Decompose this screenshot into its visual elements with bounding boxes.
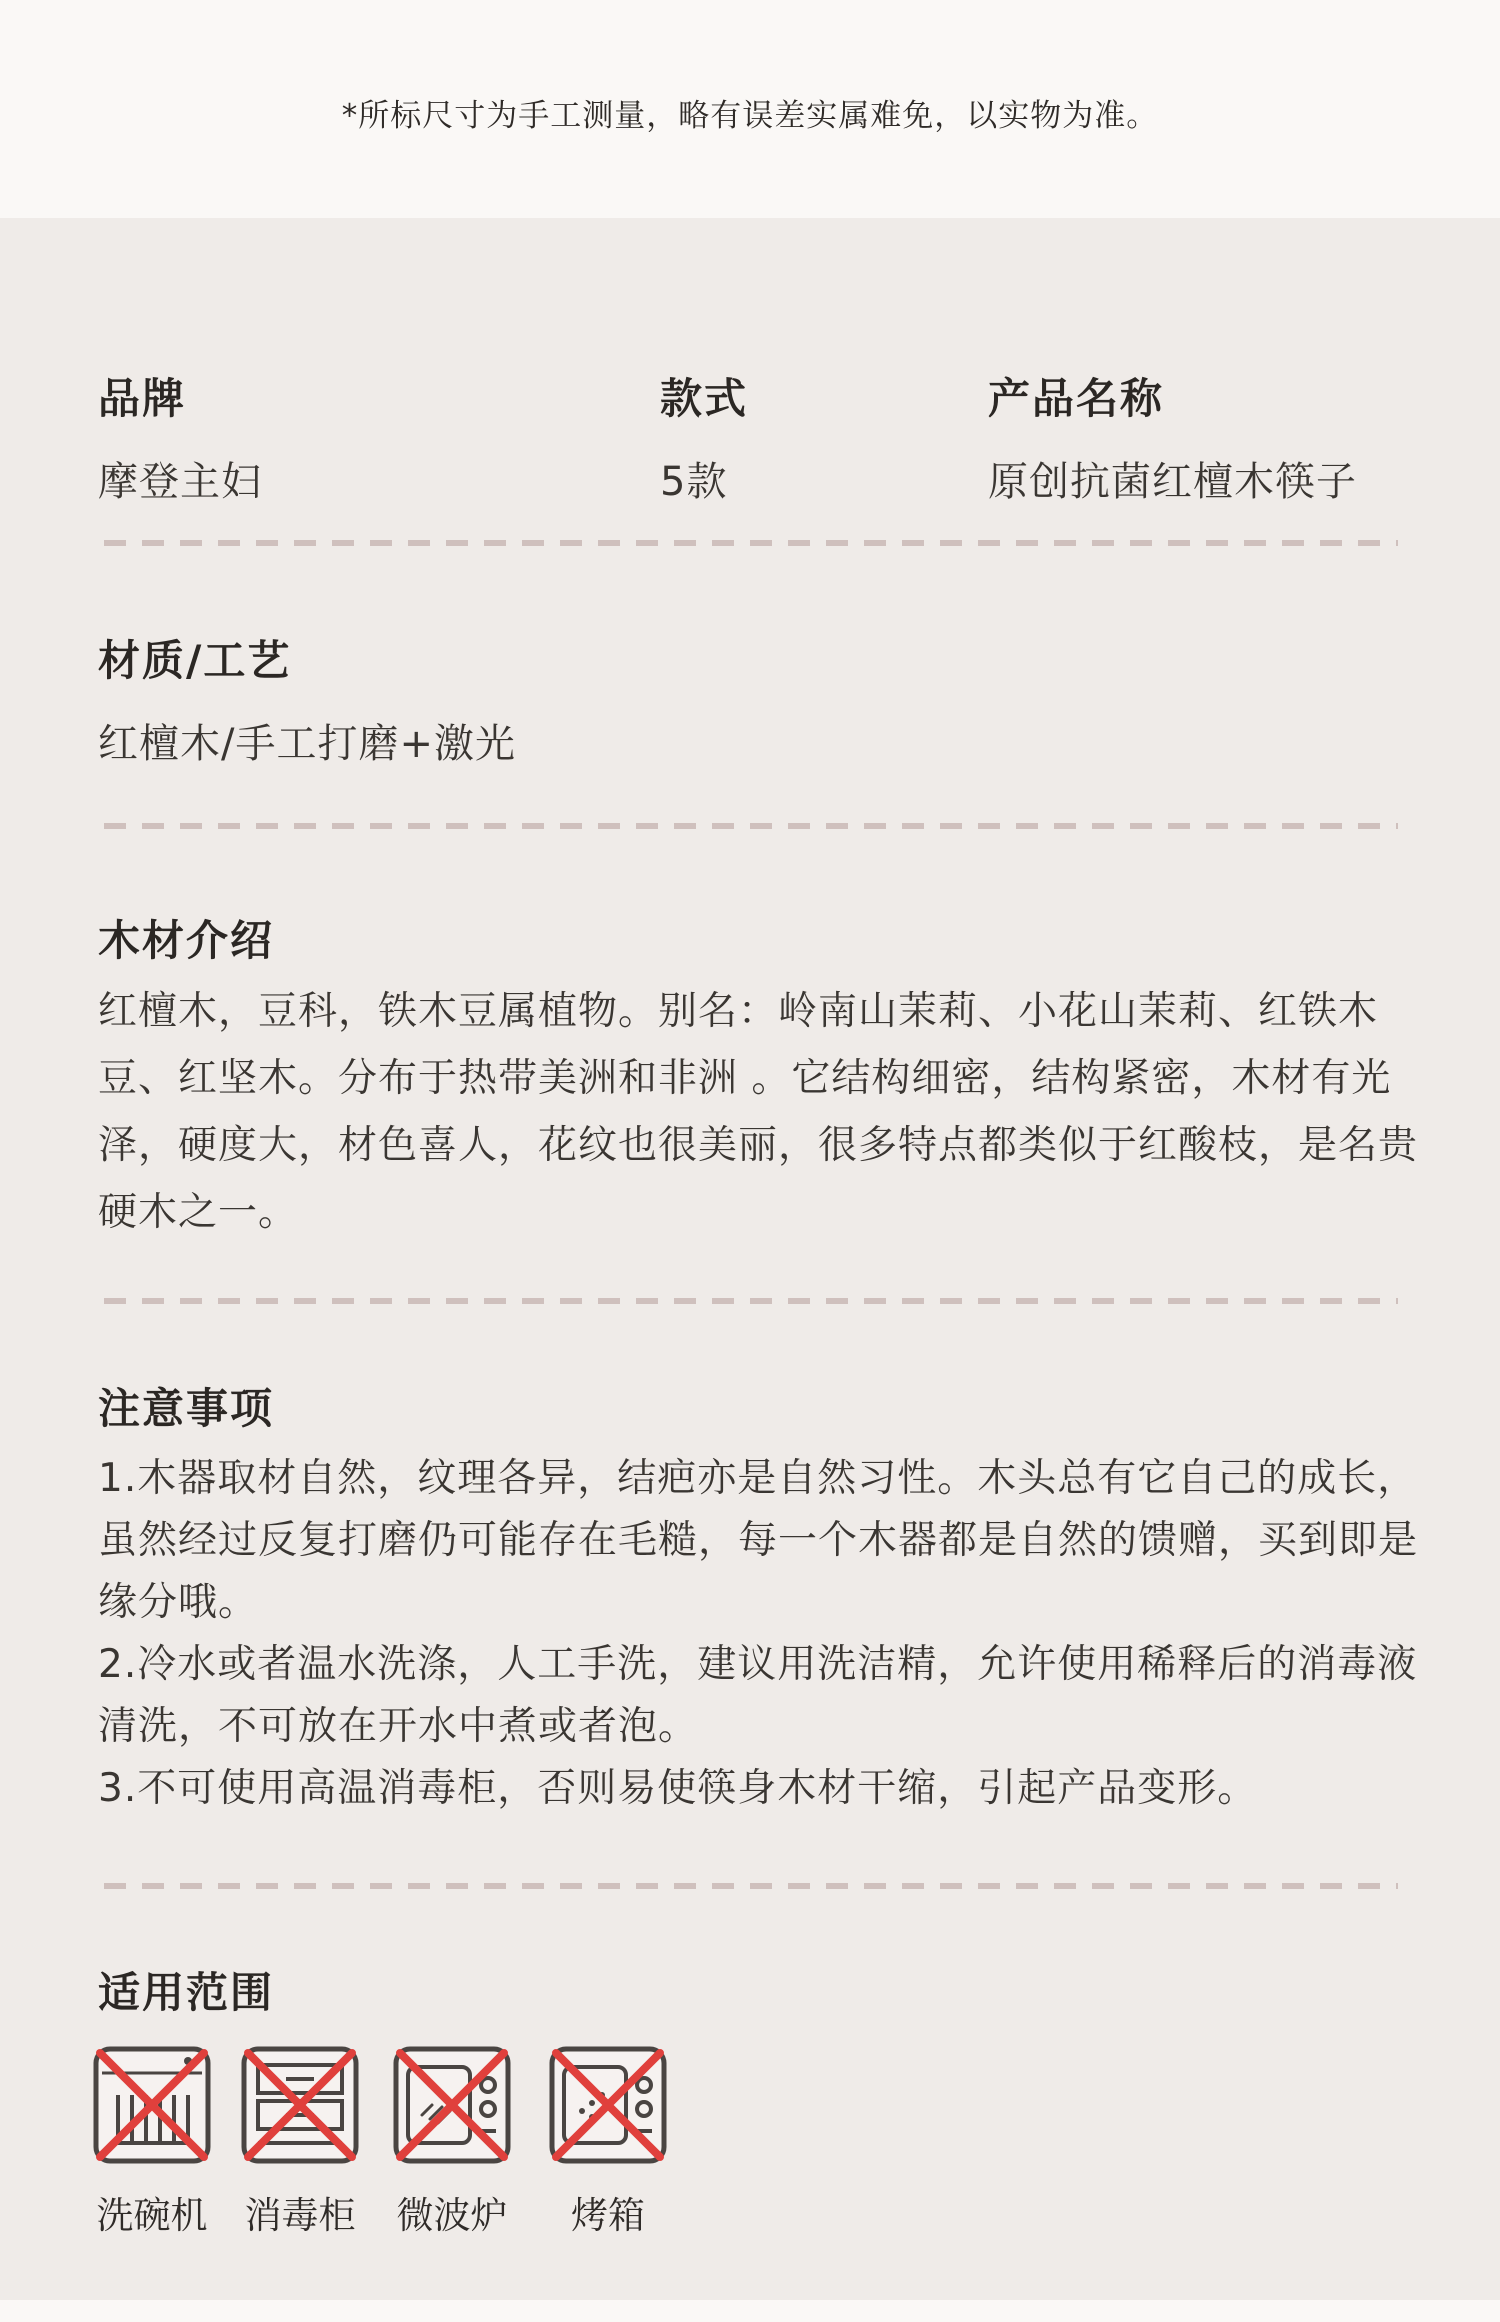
divider: [104, 1298, 1398, 1304]
oven-icon: [548, 2045, 668, 2165]
notes-list: [98, 1448, 1418, 1820]
style-value: 5款: [660, 459, 728, 505]
product-name-value: 原创抗菌红檀木筷子: [988, 459, 1357, 505]
product-name-label: 产品名称: [988, 374, 1165, 423]
material-label: 材质/工艺: [98, 636, 292, 685]
notes-label: 注意事项: [98, 1384, 275, 1433]
divider: [104, 823, 1398, 829]
note-item-2: 2.冷水或者温水洗涤，人工手洗，建议用洗洁精，允许使用稀释后的消毒液清洗，不可放在开水中煮或者泡。: [98, 1642, 1418, 1749]
brand-label: 品牌: [98, 374, 187, 423]
note-item-1: 1.木器取材自然，纹理各异，结疤亦是自然习性。木头总有它自己的成长，虽然经过反复打磨仍可能存在毛糙，每一个木器都是自然的馈赠，买到即是缘分哦。: [98, 1456, 1419, 1625]
bottom-strip: [0, 2300, 1500, 2322]
divider: [104, 540, 1398, 546]
microwave-icon: [392, 2045, 512, 2165]
wood-intro-text: 红檀木，豆科，铁木豆属植物。别名：岭南山茉莉、小花山茉莉、红铁木豆、红坚木。分布于热带美洲和非洲 。它结构细密，结构紧密，木材有光泽，硬度大，材色喜人，花纹也很美丽，很多特点都类似于红酸枝，是名贵硬木之一。: [98, 989, 1419, 1235]
sterilizer-icon: [240, 2045, 360, 2165]
oven-label: 烤箱: [571, 2194, 645, 2237]
wood-intro-label: 木材介绍: [98, 916, 275, 965]
style-label: 款式: [660, 374, 749, 423]
product-info-panel: [0, 218, 1500, 2322]
measurement-note: *所标尺寸为手工测量，略有误差实属难免，以实物为准。: [341, 98, 1159, 134]
material-value: 红檀木/手工打磨+激光: [98, 721, 516, 767]
usage-label: 适用范围: [98, 1968, 275, 2017]
top-notice-band: [0, 0, 1500, 218]
sterilizer-label: 消毒柜: [244, 2194, 356, 2237]
microwave-label: 微波炉: [396, 2194, 508, 2237]
divider: [104, 1883, 1398, 1889]
note-item-3: 3.不可使用高温消毒柜，否则易使筷身木材干缩，引起产品变形。: [98, 1766, 1258, 1811]
brand-value: 摩登主妇: [98, 459, 262, 505]
dishwasher-label: 洗碗机: [96, 2194, 208, 2237]
dishwasher-icon: [92, 2045, 212, 2165]
